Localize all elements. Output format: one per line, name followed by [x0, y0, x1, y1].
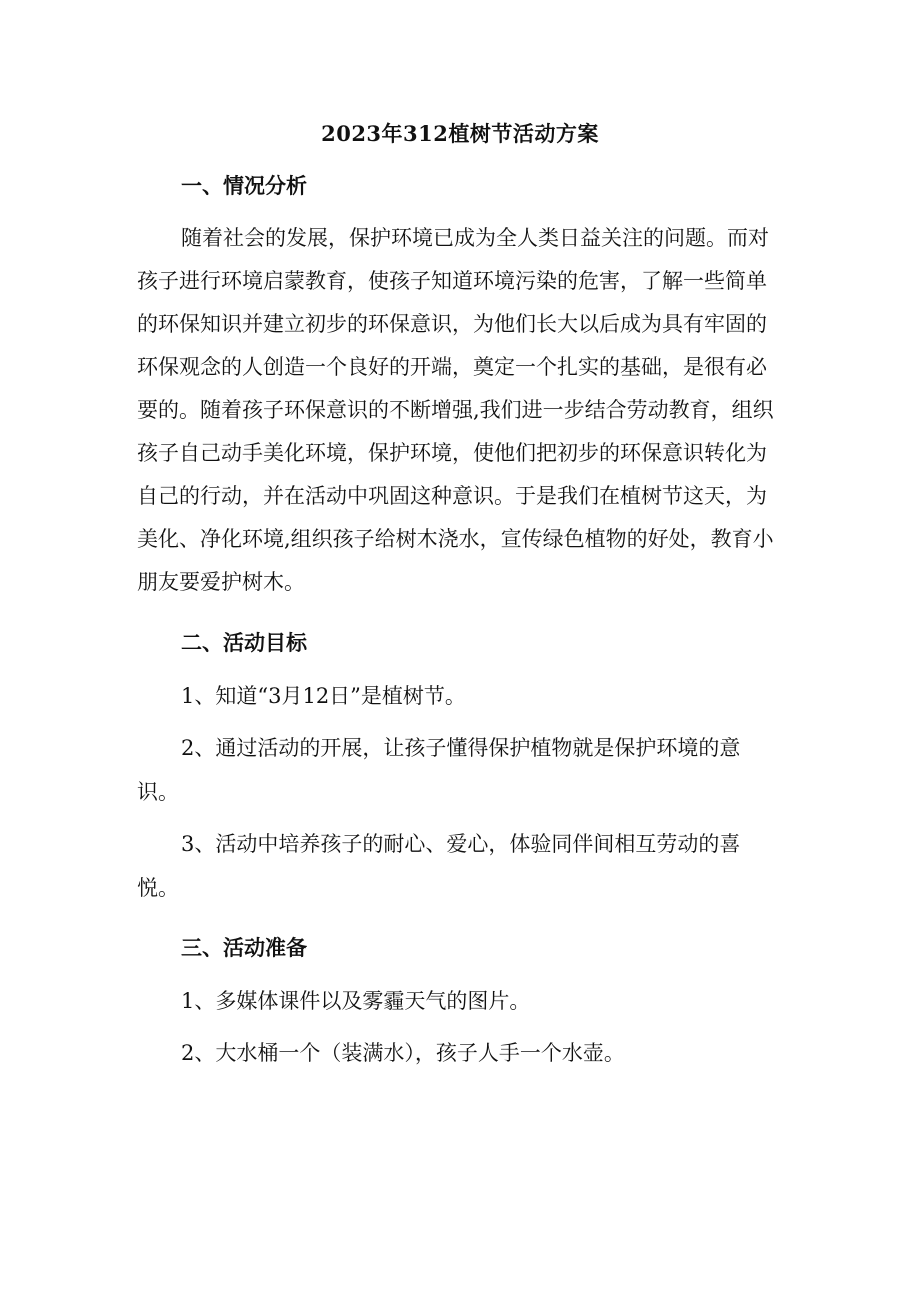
paragraph-line-8: 美化、净化环境,组织孩子给树木浇水，宣传绿色植物的好处，教育小: [137, 527, 774, 551]
goal-item-2-line-2: 识。: [137, 780, 179, 804]
preparation-item-2: 2、大水桶一个（装满水），孩子人手一个水壶。: [181, 1041, 625, 1065]
paragraph-line-2: 孩子进行环境启蒙教育，使孩子知道环境污染的危害，了解一些简单: [137, 269, 767, 293]
paragraph-line-9: 朋友要爱护树木。: [137, 570, 305, 594]
section-heading-goals: 二、活动目标: [181, 630, 307, 655]
goal-item-1: 1、知道“3月12日”是植树节。: [181, 684, 466, 708]
section-heading-preparation: 三、活动准备: [181, 935, 307, 960]
document-title: 2023年312植树节活动方案: [321, 121, 599, 146]
preparation-item-1: 1、多媒体课件以及雾霾天气的图片。: [181, 989, 531, 1013]
goal-item-3-line-1: 3、活动中培养孩子的耐心、爱心，体验同伴间相互劳动的喜: [181, 832, 741, 856]
goal-item-2-line-1: 2、通过活动的开展，让孩子懂得保护植物就是保护环境的意: [181, 736, 741, 760]
goal-item-3-line-2: 悦。: [137, 876, 179, 900]
paragraph-line-6: 孩子自己动手美化环境，保护环境，使他们把初步的环保意识转化为: [137, 441, 767, 465]
paragraph-line-1: 随着社会的发展，保护环境已成为全人类日益关注的问题。而对: [181, 226, 769, 250]
paragraph-line-3: 的环保知识并建立初步的环保意识，为他们长大以后成为具有牢固的: [137, 312, 767, 336]
paragraph-line-7: 自己的行动，并在活动中巩固这种意识。于是我们在植树节这天，为: [137, 484, 767, 508]
paragraph-line-5: 要的。随着孩子环保意识的不断增强,我们进一步结合劳动教育，组织: [137, 398, 774, 422]
paragraph-line-4: 环保观念的人创造一个良好的开端，奠定一个扎实的基础，是很有必: [137, 355, 767, 379]
section-heading-analysis: 一、情况分析: [181, 173, 307, 198]
